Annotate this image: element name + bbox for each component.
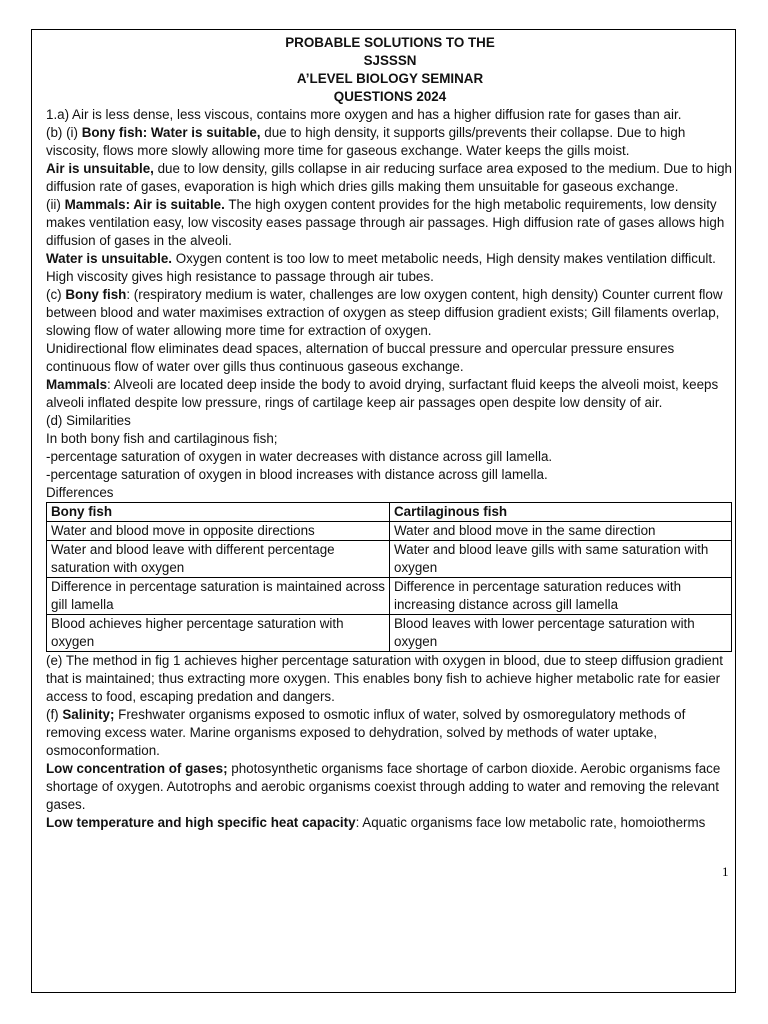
answer-1b-text: due to high density, it supports gills/prevents their collapse. Due to high viscosity, flows more slowly allowing more time for gaseous exchange. Water keeps the gills moist. — [46, 125, 686, 158]
document-title — [46, 34, 734, 106]
table-header-row — [47, 503, 732, 522]
table-cell: Difference in percentage saturation reduces with increasing distance across gill lamella — [390, 578, 732, 615]
answer-1f — [46, 706, 734, 760]
answer-1b-ii — [46, 196, 734, 250]
title-line-4: QUESTIONS 2024 — [333, 89, 447, 104]
table-cell: Water and blood move in the same direction — [390, 522, 732, 541]
low-gases-paragraph — [46, 760, 734, 814]
water-unsuitable-text: Oxygen content is too low to meet metabolic needs, High density makes ventilation difficult. High viscosity gives high resistance to passage through air tubes. — [46, 251, 716, 284]
answer-1a: 1.a) Air is less dense, less viscous, contains more oxygen and has a higher diffusion rate for gases than air. — [46, 107, 682, 122]
salinity-text: Freshwater organisms exposed to osmotic influx of water, solved by osmoregulatory methods of removing excess water. Marine organisms exposed to dehydration, solved by methods of water uptake, osmoconformation. — [46, 707, 686, 758]
table-row — [47, 578, 732, 615]
low-temperature-heading: Low temperature and high specific heat capacity — [46, 815, 356, 830]
answer-1c-text: : (respiratory medium is water, challenges are low oxygen content, high density) Counter current flow between blood and water maximises extraction of oxygen as steep diffusion gradient exists; Gill filaments overlap, slowing flow of water allowing more time for extraction of oxygen. — [46, 287, 723, 338]
answer-1c-prefix: (c) — [46, 287, 66, 302]
unidirectional-paragraph: Unidirectional flow eliminates dead spaces, alternation of buccal pressure and opercular pressure ensures continuous flow of water over gills thus continuous gaseous exchange. — [46, 341, 675, 374]
mammals-paragraph — [46, 376, 734, 412]
answer-1b-ii-prefix: (ii) — [46, 197, 65, 212]
title-line-2: SJSSSN — [363, 53, 417, 68]
mammals-heading: Mammals — [46, 377, 108, 392]
title-line-1: PROBABLE SOLUTIONS TO THE — [285, 35, 495, 50]
table-cell: Water and blood leave gills with same saturation with oxygen — [390, 541, 732, 578]
low-gases-heading: Low concentration of gases; — [46, 761, 228, 776]
page-number: 1 — [722, 864, 729, 879]
answer-1b-ii-heading: Mammals: Air is suitable. — [64, 197, 225, 212]
air-unsuitable-heading: Air is unsuitable, — [46, 161, 154, 176]
answer-1b-heading: Bony fish: Water is suitable, — [81, 125, 261, 140]
low-temperature-text: : Aquatic organisms face low metabolic rate, homoiotherms — [355, 815, 706, 830]
answer-1e: (e) The method in fig 1 achieves higher percentage saturation with oxygen in blood, due to steep diffusion gradient that is maintained; thus extracting more oxygen. This enables bony fish to achieve higher metabolic rate for easier access to food, escaping predation and dangers. — [46, 653, 723, 704]
differences-table — [46, 502, 732, 652]
answer-1b-prefix: (b) (i) — [46, 125, 82, 140]
salinity-heading: Salinity; — [62, 707, 115, 722]
table-row — [47, 541, 732, 578]
similarities-heading: (d) Similarities — [46, 413, 131, 428]
water-unsuitable-paragraph — [46, 250, 734, 286]
differences-heading: Differences — [46, 485, 114, 500]
answer-1f-prefix: (f) — [46, 707, 63, 722]
table-cell: Blood leaves with lower percentage saturation with oxygen — [390, 615, 732, 652]
table-header-bony-fish: Bony fish — [47, 503, 390, 522]
mammals-text: : Alveoli are located deep inside the body to avoid drying, surfactant fluid keeps the alveoli moist, keeps alveoli inflated despite low pressure, rings of cartilage keep air passages open despite low density of air. — [46, 377, 719, 410]
table-row — [47, 615, 732, 652]
answer-1c — [46, 286, 734, 340]
table-cell: Water and blood move in opposite directions — [47, 522, 390, 541]
similarity-point-2: -percentage saturation of oxygen in blood increases with distance across gill lamella. — [46, 467, 548, 482]
answer-1c-heading: Bony fish — [65, 287, 127, 302]
table-row — [47, 522, 732, 541]
table-cell: Water and blood leave with different percentage saturation with oxygen — [47, 541, 390, 578]
document-body — [46, 34, 734, 832]
similarities-intro: In both bony fish and cartilaginous fish; — [46, 431, 278, 446]
air-unsuitable-paragraph — [46, 160, 734, 196]
water-unsuitable-heading: Water is unsuitable. — [46, 251, 172, 266]
answer-1b-i — [46, 124, 734, 160]
low-gases-text: photosynthetic organisms face shortage of carbon dioxide. Aerobic organisms face shortage of oxygen. Autotrophs and aerobic organisms coexist through adding to water and removing the relevant gases. — [46, 761, 721, 812]
similarity-point-1: -percentage saturation of oxygen in water decreases with distance across gill lamella. — [46, 449, 553, 464]
low-temperature-paragraph — [46, 814, 734, 832]
table-cell: Difference in percentage saturation is maintained across gill lamella — [47, 578, 390, 615]
answer-1b-ii-text: The high oxygen content provides for the high metabolic requirements, low density makes ventilation easy, low viscosity eases passage through air passages. High diffusion rate of gases allows high diffusion of gases in the alveoli. — [46, 197, 725, 248]
title-line-3: A’LEVEL BIOLOGY SEMINAR — [296, 71, 484, 86]
air-unsuitable-text: due to low density, gills collapse in air reducing surface area exposed to the medium. Due to high diffusion rate of gases, evaporation is high which dries gills making them unsuitable for gaseous exchange. — [46, 161, 732, 194]
table-header-cartilaginous-fish: Cartilaginous fish — [390, 503, 732, 522]
table-cell: Blood achieves higher percentage saturation with oxygen — [47, 615, 390, 652]
